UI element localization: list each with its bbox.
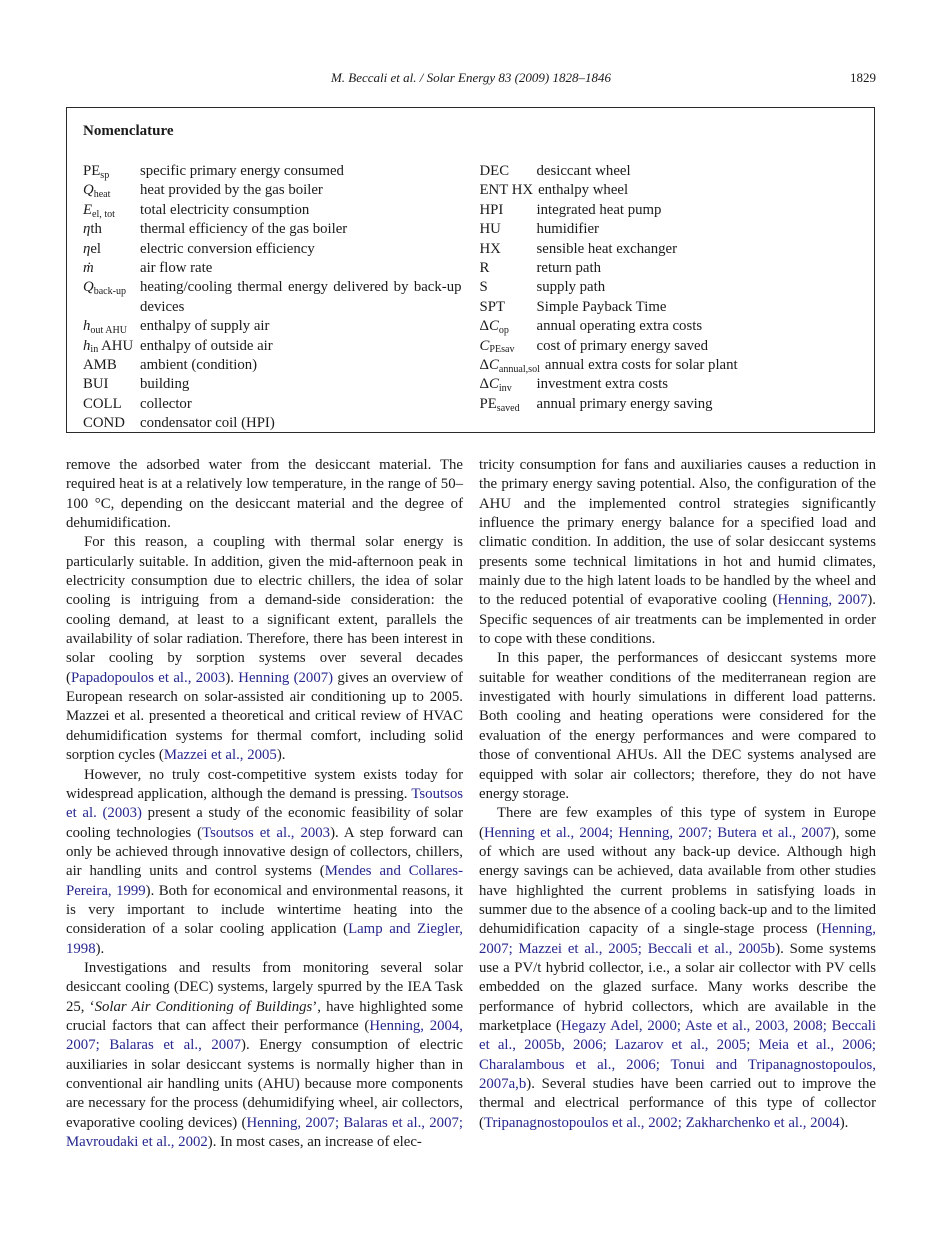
nomenclature-definition: enthalpy of supply air — [140, 318, 270, 335]
text-run: present a study of the economic feasibility of solar cooling technologies ( — [66, 805, 463, 841]
nomenclature-entry — [480, 240, 859, 259]
text-run: ). Specific sequences of air treatments can be implemented in order to cope with these conditions. — [479, 592, 877, 648]
text-run: ). Some systems use a PV/t hybrid collector, i.e., a solar air collector with PV cells embedded on the glazed surface. Many works describe the performance of hybrid collectors, which are available in the marketplace ( — [479, 940, 876, 1034]
nomenclature-definition: specific primary energy consumed — [140, 163, 344, 179]
text-run: C — [489, 376, 499, 393]
text-run: remove the adsorbed water from the desiccant material. The required heat is at a relatively low temperature, in the range of 50–100 °C, depending on the desiccant material and the degree of dehumidification. — [66, 457, 463, 532]
nomenclature-entry — [83, 317, 462, 336]
running-title: M. Beccali et al. / Solar Energy 83 (2009) 1828–1846 — [330, 70, 612, 85]
text-run: R — [479, 260, 490, 277]
text-run: el, tot — [92, 208, 115, 220]
nomenclature-term — [83, 356, 140, 375]
nomenclature-term — [83, 181, 140, 200]
nomenclature-definition: enthalpy of outside air — [140, 337, 273, 354]
nomenclature-right-column — [480, 162, 859, 434]
citation-link[interactable]: Hegazy Adel, 2000; Aste et al., 2003, 2008; Beccali et al., 2005b, 2006; Lazarov et al., 2005; Meia et al., 2006; Charalambous et al., 2006; Tonui and Tripanagnostopoulos, 2007a,b — [479, 1017, 876, 1092]
text-run: Investigations and results from monitoring several solar desiccant cooling (DEC) systems, largely spurred by the IEA Task 25, ‘ — [66, 959, 463, 1015]
text-run: ). Energy consumption of electric auxiliaries in solar desiccant systems is normally higher than in conventional air handling units (AHU) because more components are necessary for the process (dehumidifying wheel, air collectors, evaporative cooling devices) ( — [66, 1037, 463, 1131]
nomenclature-definition: desiccant wheel — [536, 163, 631, 179]
body-paragraph — [479, 649, 876, 804]
nomenclature-term — [480, 395, 537, 414]
text-run: ). — [839, 1114, 849, 1131]
nomenclature-definition: annual extra costs for solar plant — [544, 357, 738, 374]
nomenclature-entry — [480, 259, 859, 278]
nomenclature-definition: investment extra costs — [536, 376, 668, 393]
nomenclature-definition: ambient (condition) — [140, 357, 258, 374]
nomenclature-definition: heat provided by the gas boiler — [140, 182, 323, 199]
text-run: BUI — [83, 376, 109, 393]
text-run: PE — [479, 395, 497, 412]
nomenclature-entry — [480, 181, 859, 200]
text-run: ). Several studies have been carried out to improve the thermal and electrical performance of this type of collector ( — [479, 1076, 876, 1131]
nomenclature-entry — [83, 278, 462, 317]
nomenclature-left-column — [83, 162, 462, 434]
nomenclature-entry — [83, 220, 462, 239]
nomenclature-entry — [83, 375, 462, 394]
nomenclature-definition: collector — [140, 395, 192, 412]
nomenclature-term — [83, 201, 140, 220]
text-run: Solar Air Conditioning of Buildings — [94, 998, 313, 1015]
body-paragraph — [479, 804, 876, 1133]
nomenclature-entry — [480, 356, 859, 375]
nomenclature-entry — [83, 162, 462, 181]
body-right-column — [479, 456, 876, 1152]
text-run: C — [489, 318, 499, 335]
nomenclature-entry — [480, 201, 859, 220]
citation-link[interactable]: Henning, 2007 — [777, 592, 868, 609]
nomenclature-entry — [480, 162, 859, 181]
text-run: PEsav — [489, 344, 515, 356]
nomenclature-term — [480, 181, 539, 200]
nomenclature-entry — [83, 395, 462, 414]
text-run: sp — [100, 169, 110, 181]
text-run: annual,sol — [498, 363, 540, 375]
nomenclature-term — [480, 278, 537, 297]
nomenclature-entry — [83, 201, 462, 220]
text-run: op — [498, 325, 509, 337]
text-run: There are few examples of this type of system in Europe ( — [479, 805, 876, 841]
text-run: ), some of which are used without any back-up device. Although high energy savings can be achieved, data available from other studies have highlighted the current problems in satisfying loads in summer due to the absence of a cooling back-up and to the limited dehumidification capacity of a single-stage process ( — [479, 824, 876, 938]
text-run: ṁ — [83, 260, 94, 277]
nomenclature-definition: thermal efficiency of the gas boiler — [140, 221, 348, 238]
text-run: gives an overview of European research on solar-assisted air conditioning up to 2005. Mazzei et al. presented a theoretical and critical review of HVAC dehumidification systems for thermal comfort, including solid sorption cycles ( — [66, 669, 463, 764]
nomenclature-definition: sensible heat exchanger — [536, 240, 678, 257]
nomenclature-term — [480, 240, 537, 259]
nomenclature-term — [83, 395, 140, 414]
nomenclature-entry — [480, 220, 859, 239]
text-run: ). A step forward can only be achieved through innovative design of collectors, chillers, air handling units and control systems ( — [66, 824, 464, 880]
nomenclature-term — [480, 375, 537, 394]
text-run: inv — [498, 383, 512, 395]
text-run: AHU — [98, 337, 134, 354]
citation-link[interactable]: Tripanagnostopoulos et al., 2002; Zakharchenko et al., 2004 — [483, 1114, 840, 1131]
text-run: el — [90, 240, 102, 257]
nomenclature-entry — [480, 337, 859, 356]
nomenclature-definition: condensator coil (HPI) — [140, 415, 275, 432]
text-run: HU — [479, 221, 501, 238]
text-run: HX — [479, 240, 501, 257]
text-run: heat — [93, 189, 111, 201]
text-run: η — [83, 240, 91, 257]
nomenclature-term — [83, 240, 140, 259]
nomenclature-definition: air flow rate — [140, 260, 213, 277]
nomenclature-entry — [480, 298, 859, 317]
text-run: tricity consumption for fans and auxiliaries causes a reduction in the primary energy saving potential. Also, the configuration of the AHU and the implemented control strategies significantly influence the primary energy balance for a specified load and climatic condition. In addition, the use of solar desiccant systems presents some technical limitations in hot and humid climates, mainly due to the high latent loads to be handled by the wheel and to the reduced potential of evaporative cooling ( — [479, 457, 876, 609]
nomenclature-definition: annual primary energy saving — [536, 395, 713, 412]
text-run: Δ — [479, 357, 490, 374]
text-run: C — [489, 357, 499, 374]
nomenclature-entry — [480, 317, 859, 336]
text-run: In this paper, the performances of desiccant systems more suitable for weather conditions of the mediterranean region are investigated with hourly simulations in different load patterns. Both cooling and heating operations were considered for the evaluation of the energy performances and were compared to those of conventional AHUs. All the DEC systems analysed are equipped with solar air collectors; therefore, they do not have energy storage. — [479, 650, 876, 802]
nomenclature-term — [83, 337, 140, 356]
nomenclature-term — [83, 162, 140, 181]
nomenclature-entry — [83, 414, 462, 433]
page-header — [66, 70, 876, 88]
nomenclature-term — [480, 162, 537, 181]
text-run: COLL — [83, 395, 122, 412]
citation-link[interactable]: Tsoutsos et al., 2003 — [202, 824, 331, 841]
text-run: in — [90, 344, 99, 356]
nomenclature-definition: electric conversion efficiency — [140, 240, 315, 257]
nomenclature-entry — [83, 337, 462, 356]
citation-link[interactable]: Lamp and Ziegler, 1998 — [66, 921, 463, 957]
citation-link[interactable]: Papadopoulos et al., 2003 — [70, 669, 226, 686]
nomenclature-definition: return path — [536, 260, 602, 277]
nomenclature-term — [83, 278, 140, 297]
nomenclature-definition: annual operating extra costs — [536, 318, 703, 335]
nomenclature-term — [83, 414, 140, 433]
nomenclature-term — [480, 201, 537, 220]
text-run: ). — [276, 747, 286, 764]
nomenclature-term — [480, 337, 537, 356]
text-run: Δ — [479, 376, 490, 393]
text-run: th — [90, 221, 102, 238]
nomenclature-definition: total electricity consumption — [140, 201, 310, 218]
text-run: S — [479, 279, 488, 296]
nomenclature-entry — [83, 259, 462, 278]
nomenclature-definition: humidifier — [536, 221, 599, 238]
text-run: HPI — [479, 201, 504, 218]
citation-link[interactable]: Henning et al., 2004; Henning, 2007; Butera et al., 2007 — [483, 824, 831, 841]
nomenclature-term — [83, 317, 140, 336]
text-run: ’, have highlighted some crucial factors that can affect their performance ( — [66, 998, 464, 1034]
nomenclature-title: Nomenclature — [83, 123, 174, 139]
nomenclature-entry — [480, 375, 859, 394]
text-run: ENT HX — [479, 182, 534, 199]
citation-link[interactable]: Tsoutsos et al. (2003) — [66, 785, 463, 822]
article-body — [66, 456, 876, 1152]
page-number: 1829 — [850, 70, 876, 85]
text-run: C — [479, 337, 490, 354]
text-run: ). In most cases, an increase of elec- — [207, 1134, 422, 1151]
nomenclature-definition: enthalpy wheel — [538, 182, 629, 199]
citation-link[interactable]: Mazzei et al., 2005 — [163, 747, 277, 764]
citation-link[interactable]: Henning, 2007; Mazzei et al., 2005; Beccali et al., 2005b — [479, 921, 876, 957]
text-run: Q — [83, 182, 94, 199]
nomenclature-definition: cost of primary energy saved — [536, 337, 708, 354]
citation-link[interactable]: Henning, 2007; Balaras et al., 2007; Mavroudaki et al., 2002 — [66, 1114, 463, 1151]
text-run: h — [83, 318, 91, 335]
text-run: However, no truly cost-competitive system exists today for widespread application, although the demand is pressing. — [66, 766, 463, 802]
text-run: COND — [83, 415, 125, 432]
text-run: E — [83, 201, 93, 218]
nomenclature-entry — [83, 181, 462, 200]
text-run: ). — [95, 940, 105, 957]
text-run: h — [83, 337, 91, 354]
nomenclature-term — [480, 356, 545, 375]
citation-link[interactable]: Mendes and Collares-Pereira, 1999 — [66, 863, 463, 899]
nomenclature-definition: building — [140, 376, 190, 393]
nomenclature-box — [66, 107, 875, 433]
text-run: back-up — [93, 286, 127, 298]
nomenclature-entry — [480, 278, 859, 297]
nomenclature-term — [83, 375, 140, 394]
citation-link[interactable]: Henning (2007) — [238, 669, 334, 686]
nomenclature-term — [480, 298, 537, 317]
nomenclature-definition: Simple Payback Time — [536, 298, 667, 315]
text-run: DEC — [479, 163, 510, 179]
text-run: SPT — [479, 298, 505, 315]
body-paragraph — [66, 959, 463, 1152]
text-run: ). — [225, 669, 239, 686]
nomenclature-columns — [83, 162, 858, 434]
text-run: ). Both for economical and environmental reasons, it is very important to include wintertime heating into the consideration of a solar cooling application ( — [66, 882, 463, 938]
nomenclature-term — [83, 220, 140, 239]
nomenclature-definition: heating/cooling thermal energy delivered by back-up devices — [140, 279, 462, 315]
text-run: out AHU — [90, 325, 127, 337]
nomenclature-definition: supply path — [536, 279, 606, 296]
nomenclature-entry — [83, 240, 462, 259]
nomenclature-term — [480, 220, 537, 239]
text-run: saved — [496, 402, 520, 414]
text-run: Q — [83, 279, 94, 296]
text-run: PE — [83, 163, 101, 179]
citation-link[interactable]: Henning, 2004, 2007; Balaras et al., 2007 — [66, 1017, 463, 1054]
text-run: AMB — [83, 357, 117, 374]
nomenclature-term — [83, 259, 140, 278]
text-run: η — [83, 221, 91, 238]
nomenclature-term — [480, 317, 537, 336]
text-run: Δ — [479, 318, 490, 335]
body-paragraph — [66, 456, 463, 533]
nomenclature-entry — [480, 395, 859, 414]
body-paragraph — [479, 456, 876, 649]
nomenclature-definition: integrated heat pump — [536, 201, 662, 218]
body-paragraph — [66, 533, 463, 765]
body-paragraph — [66, 766, 463, 959]
body-left-column — [66, 456, 463, 1152]
nomenclature-entry — [83, 356, 462, 375]
text-run: For this reason, a coupling with thermal solar energy is particularly suitable. In addition, given the mid-afternoon peak in electricity consumption due to electric chillers, the idea of solar cooling is intriguing from a demand-side consideration: the cooling demand, at least to a significant extent, parallels the availability of solar radiation. Therefore, there has been interest in solar cooling by sorption systems over several decades ( — [66, 534, 463, 686]
nomenclature-term — [480, 259, 537, 278]
